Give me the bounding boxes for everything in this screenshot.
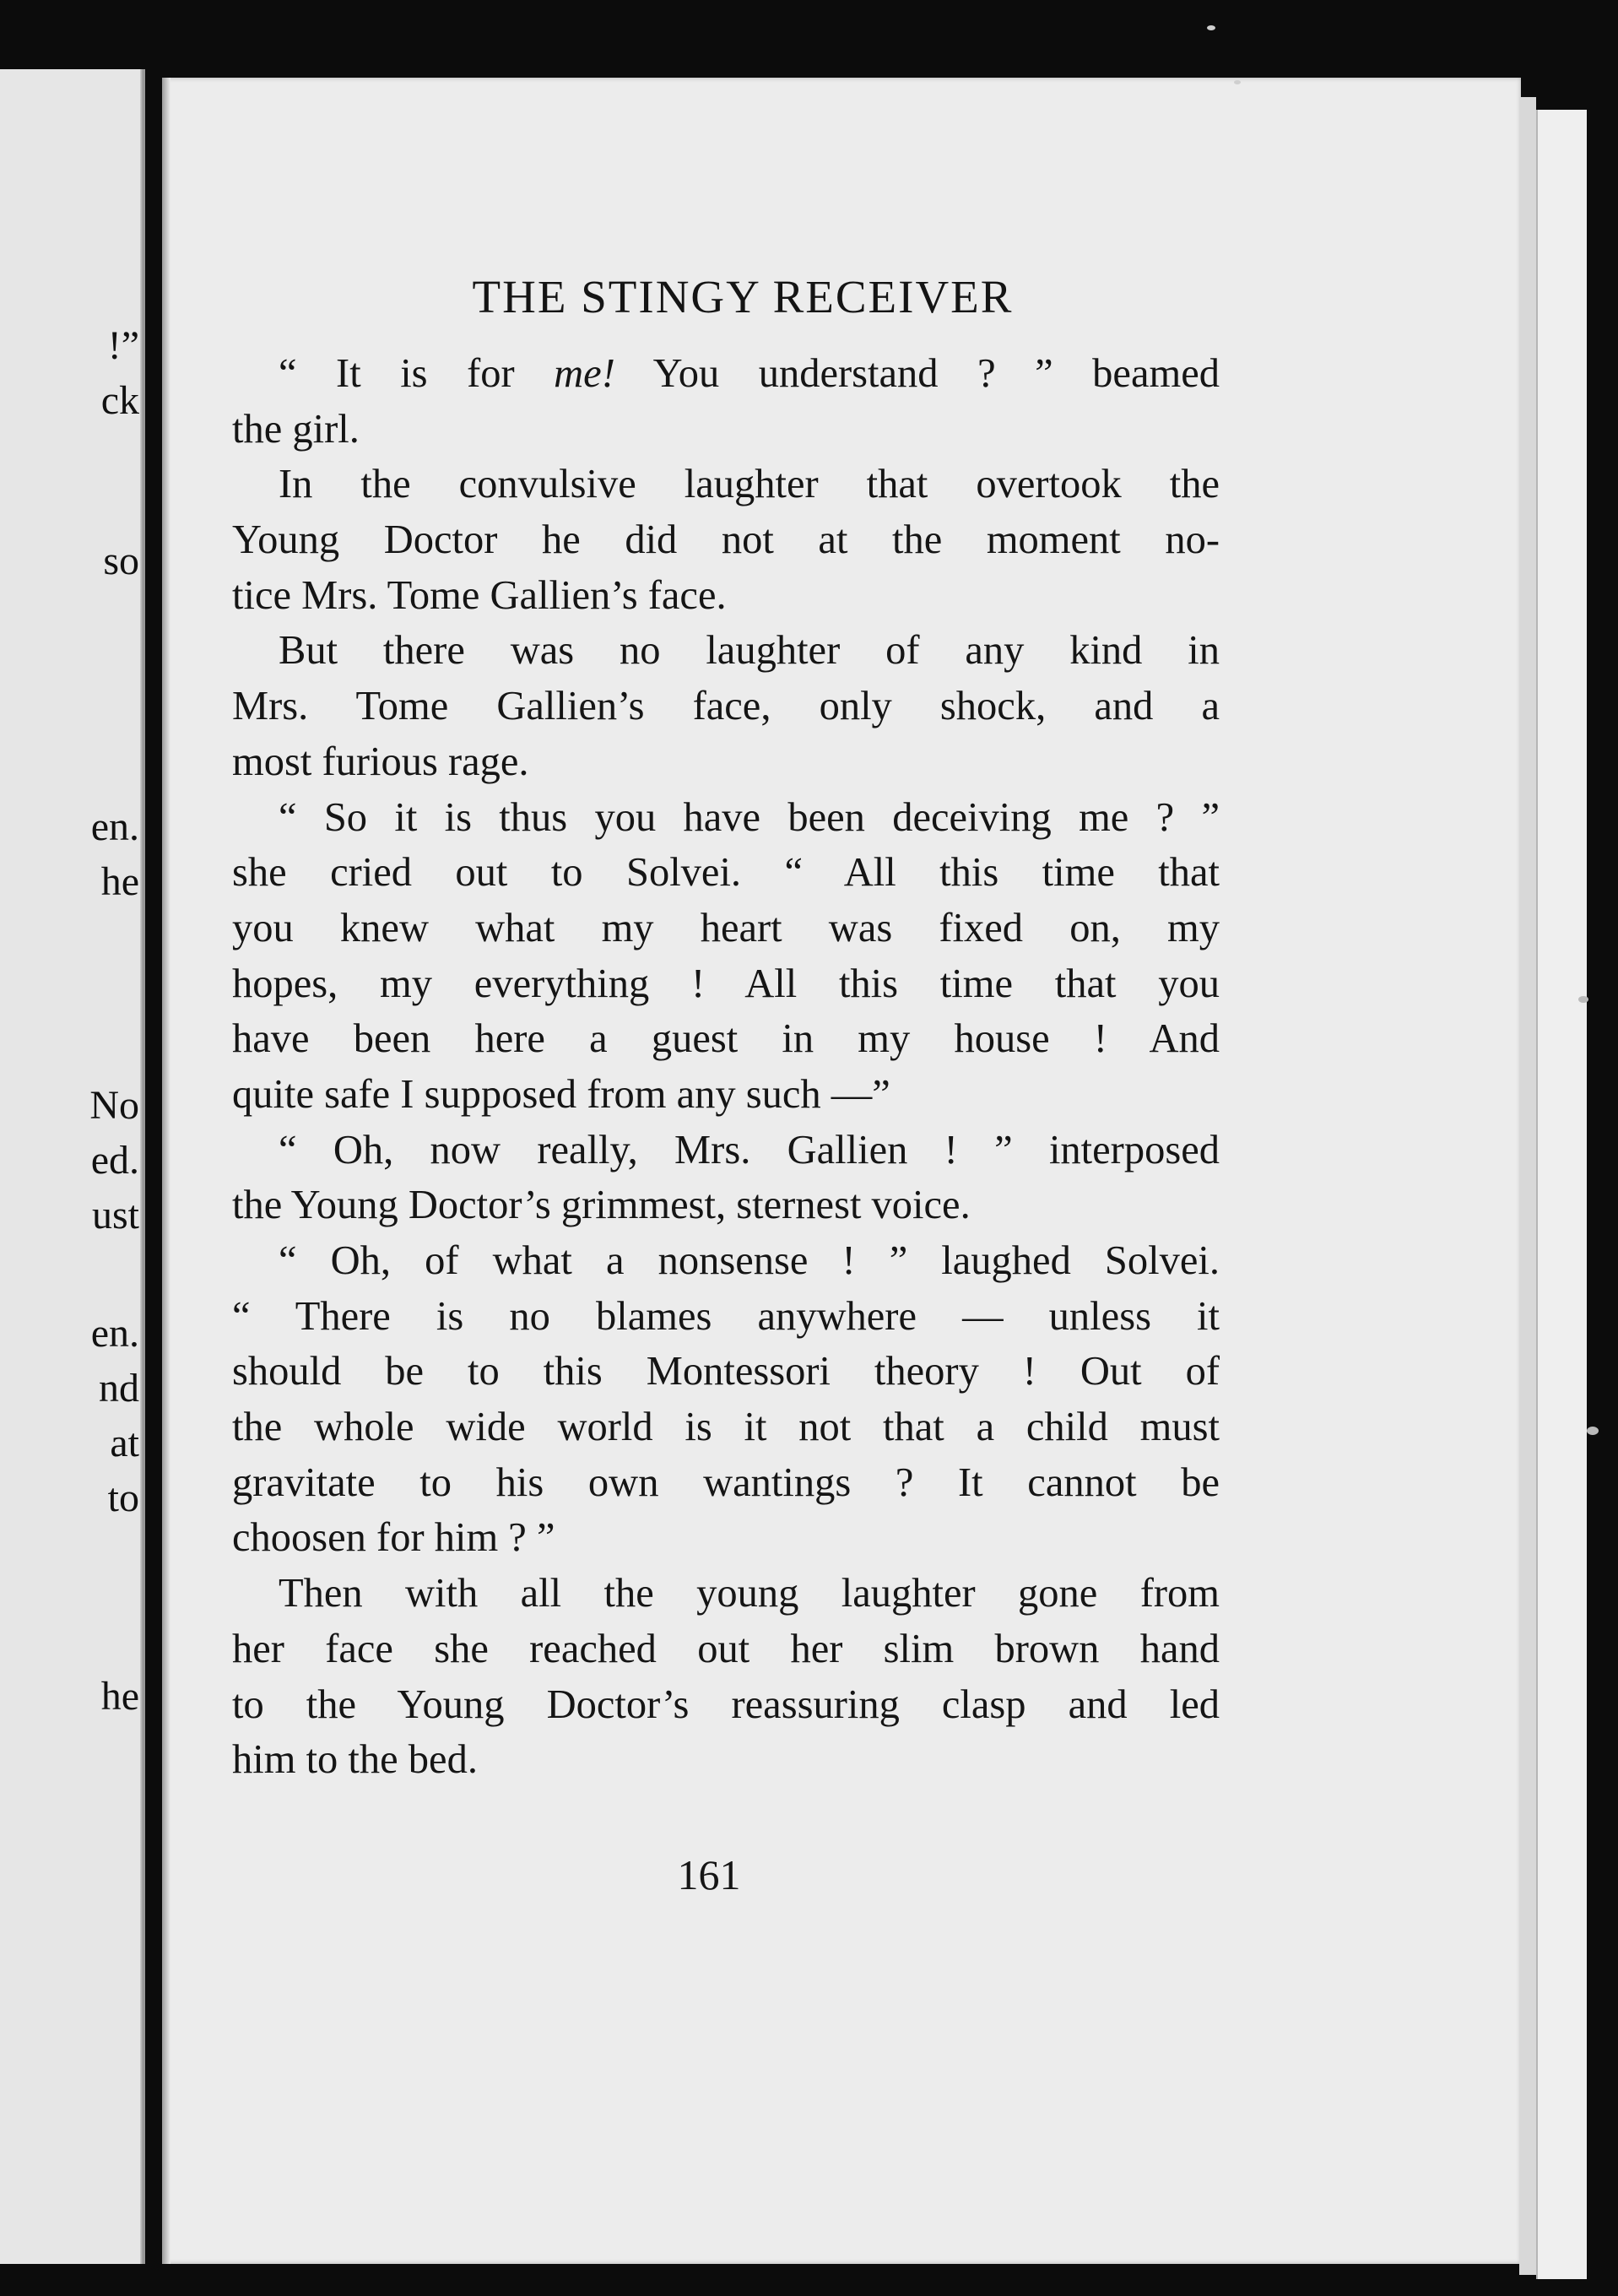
italic-word: me! — [554, 351, 615, 396]
text-line: Mrs. Tome Gallien’s face, only shock, and a — [232, 684, 1220, 729]
fragment-text: he — [100, 1674, 139, 1719]
fragment-text: ed. — [90, 1138, 139, 1183]
page-number: 161 — [677, 1851, 741, 1898]
text-line: gravitate to his own wantings ? It cannot be — [232, 1459, 1220, 1505]
text-line: hopes, my everything ! All this time that you — [232, 961, 1220, 1006]
fragment-text: he — [100, 859, 139, 904]
text-line: In the convulsive laughter that overtook the — [279, 462, 1220, 507]
scan-speck — [1207, 25, 1215, 30]
fragment-text: ust — [91, 1193, 139, 1237]
text-line: him to the bed. — [232, 1737, 478, 1783]
text-line: “ Oh, now really, Mrs. Gallien ! ” interposed — [279, 1127, 1220, 1172]
text-line: have been here a guest in my house ! And — [232, 1016, 1220, 1062]
scan-speck — [1587, 1427, 1599, 1435]
text-line: “ Oh, of what a nonsense ! ” laughed Solvei. — [279, 1238, 1220, 1283]
body-text — [232, 346, 1220, 1788]
fragment-text: so — [103, 539, 139, 583]
text-line: you knew what my heart was fixed on, my — [232, 905, 1220, 950]
scan-speck — [1578, 996, 1588, 1003]
text-line: “ There is no blames anywhere — unless it — [232, 1293, 1220, 1339]
text-line: the Young Doctor’s grimmest, sternest voice. — [232, 1183, 971, 1228]
text-line — [232, 346, 1220, 402]
page-stack-right — [1536, 110, 1587, 2279]
running-head: THE STINGY RECEIVER — [472, 271, 1014, 322]
fragment-text: at — [110, 1421, 139, 1465]
text-line: most furious rage. — [232, 739, 529, 784]
text-span: “ It is for — [279, 351, 555, 396]
text-line: Then with all the young laughter gone from — [279, 1571, 1220, 1616]
text-line: quite safe I supposed from any such —” — [232, 1071, 890, 1117]
scan-speck — [1234, 80, 1241, 84]
text-line: choosen for him ? ” — [232, 1515, 555, 1561]
text-line: to the Young Doctor’s reassuring clasp and led — [232, 1681, 1220, 1727]
fragment-text: en. — [90, 1311, 139, 1356]
text-line: should be to this Montessori theory ! Out of — [232, 1349, 1220, 1394]
text-line: the whole wide world is it not that a child must — [232, 1405, 1220, 1450]
fragment-text: No — [89, 1083, 139, 1128]
text-line: her face she reached out her slim brown hand — [232, 1626, 1220, 1671]
fragment-text: ck — [100, 378, 139, 423]
fragment-text: en. — [90, 804, 139, 849]
text-line: she cried out to Solvei. “ All this time that — [232, 850, 1220, 896]
page-edge — [140, 69, 143, 2264]
text-span: You understand ? ” beamed — [614, 351, 1220, 396]
fragment-text: !” — [107, 323, 139, 368]
text-line: Young Doctor he did not at the moment no- — [232, 517, 1220, 563]
text-line: tice Mrs. Tome Gallien’s face. — [232, 572, 727, 618]
facing-page-left — [0, 69, 145, 2264]
page-edge-right — [1519, 97, 1536, 2275]
fragment-text: to — [107, 1476, 139, 1520]
text-line: “ So it is thus you have been deceiving me ? ” — [279, 794, 1220, 840]
gutter-shadow — [162, 78, 170, 2264]
fragment-text: nd — [99, 1366, 139, 1411]
text-line: But there was no laughter of any kind in — [279, 628, 1220, 674]
text-line: the girl. — [232, 406, 360, 452]
